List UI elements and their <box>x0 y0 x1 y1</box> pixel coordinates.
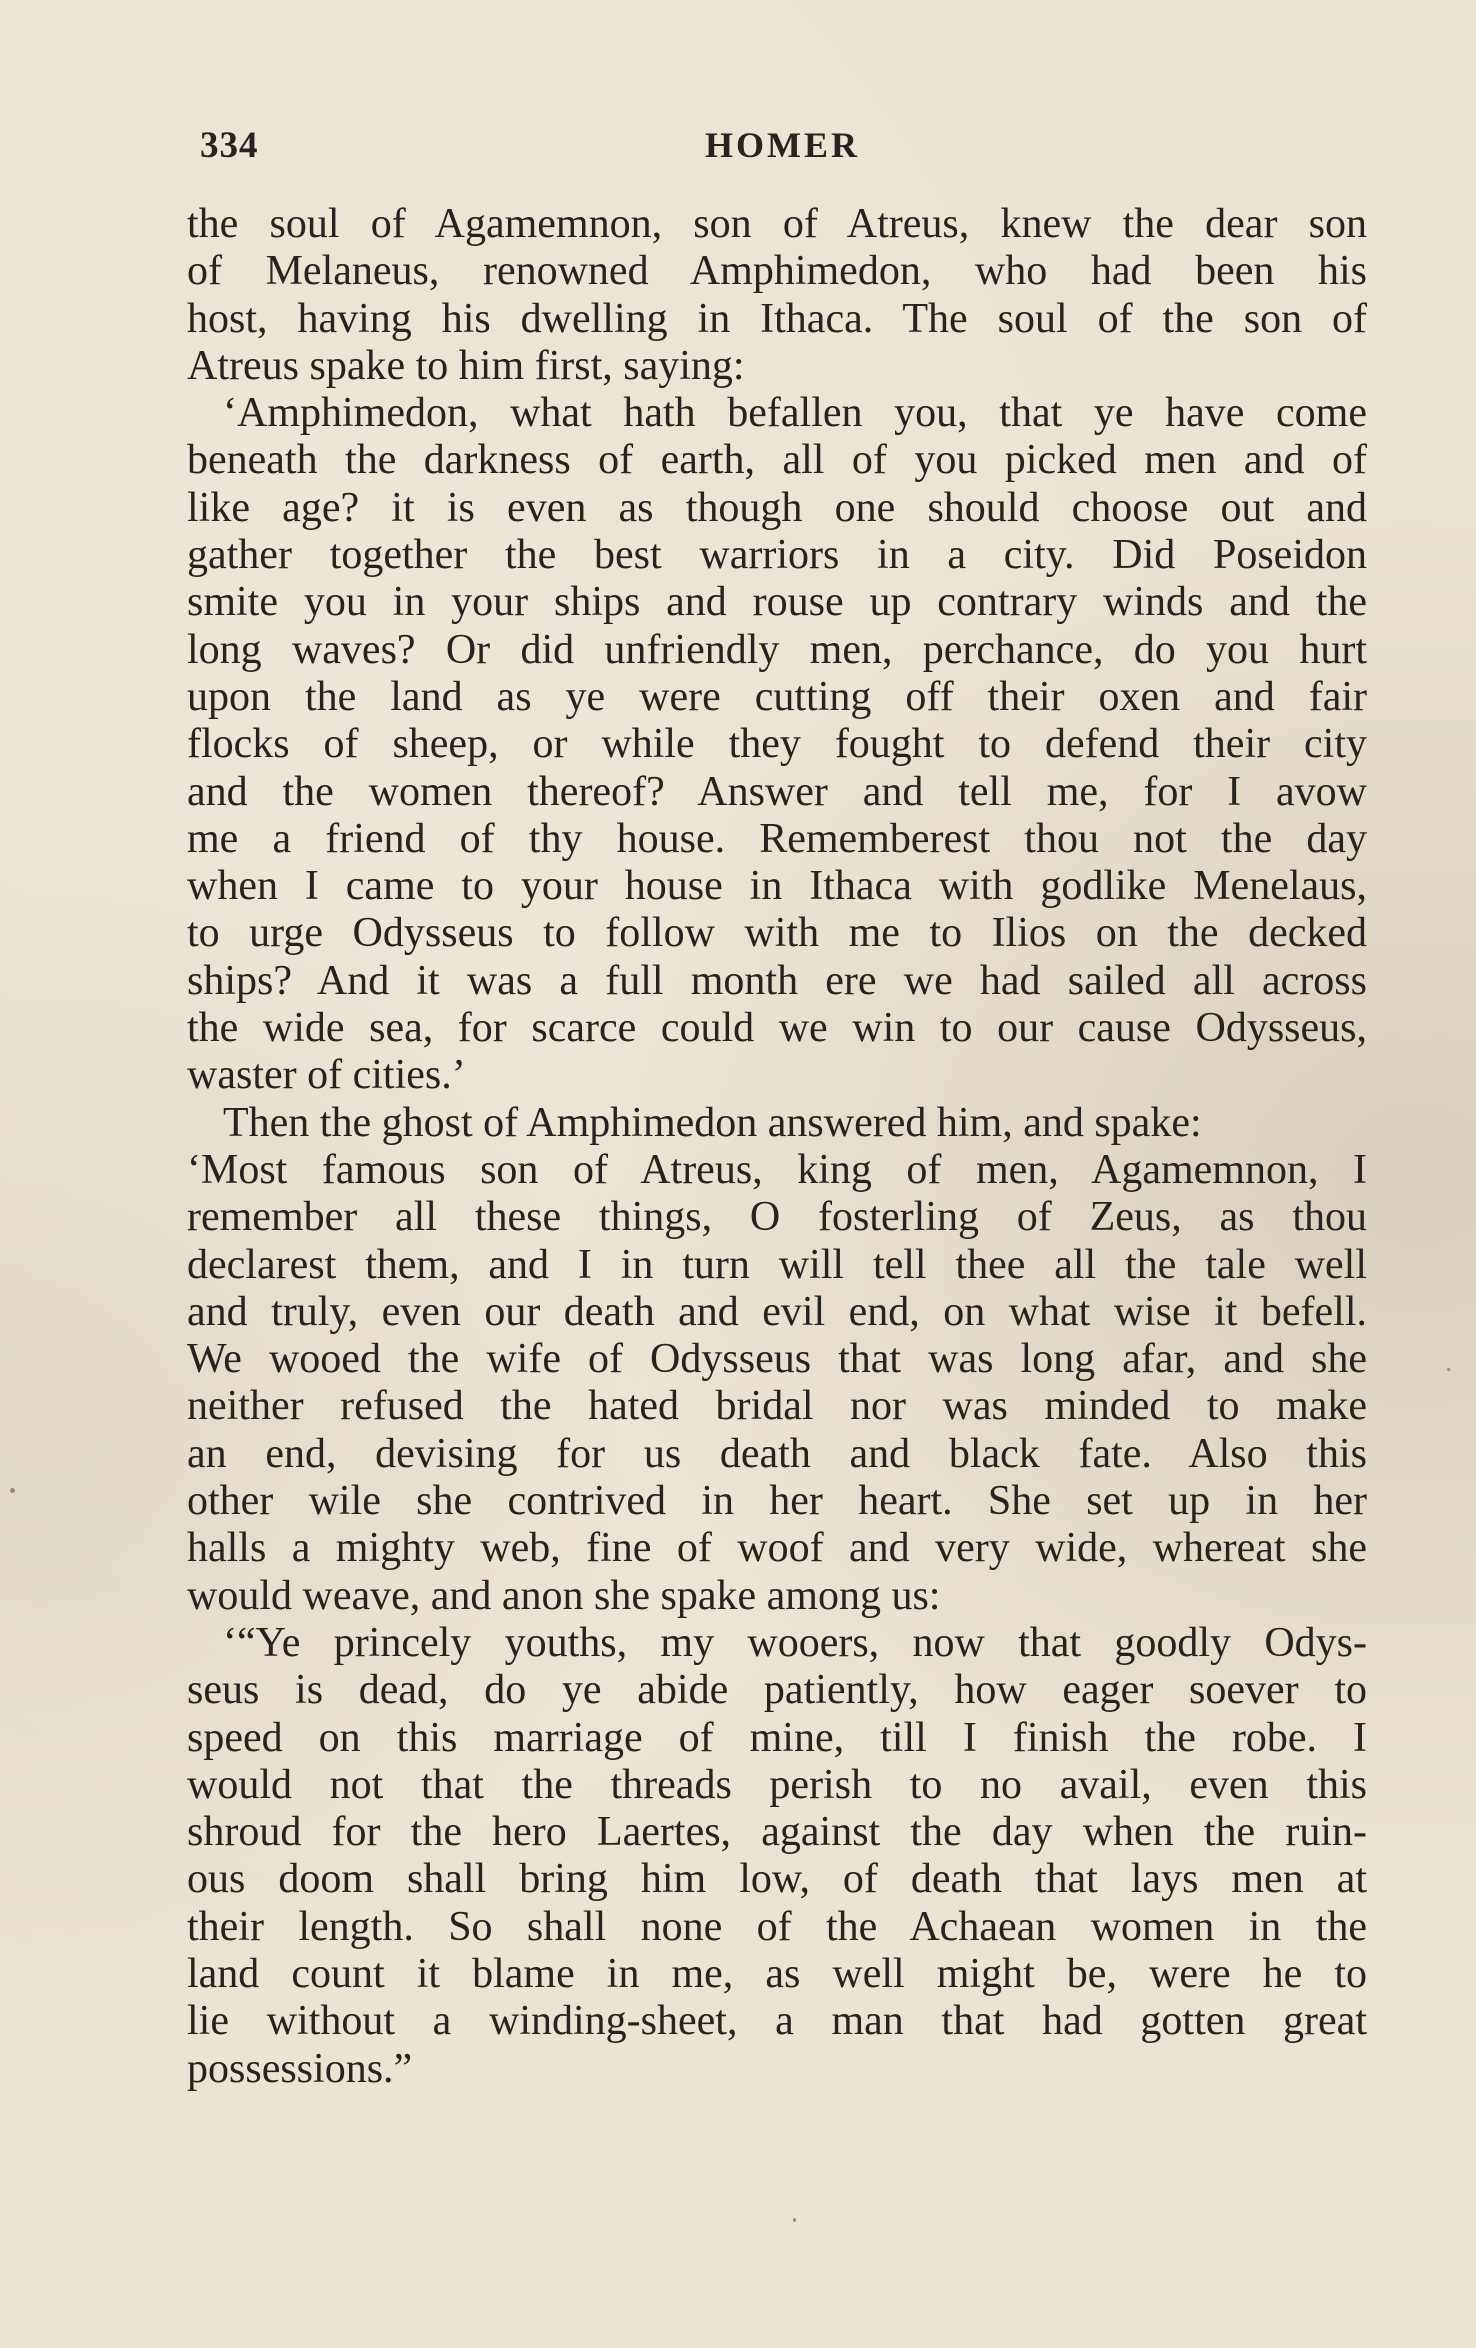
text-line: Atreus spake to him first, saying: <box>187 342 745 389</box>
page-speck <box>1447 1368 1450 1371</box>
text-line: the soul of Agamemnon, son of Atreus, knew the dear son <box>187 201 1367 247</box>
text-line: lie without a winding-sheet, a man that had gotten great <box>187 1998 1367 2045</box>
text-line: land count it blame in me, as well might be, were he to <box>187 1950 1367 1997</box>
text-line: ‘“Ye princely youths, my wooers, now that goodly Odys- <box>223 1619 1367 1666</box>
running-title: HOMER <box>705 125 860 165</box>
text-line: possessions.” <box>187 2045 413 2092</box>
text-line: when I came to your house in Ithaca with godlike Menelaus, <box>187 863 1367 910</box>
text-line: and truly, even our death and evil end, on what wise it befell. <box>187 1288 1367 1335</box>
text-line: beneath the darkness of earth, all of you picked men and of <box>187 437 1367 484</box>
text-line: speed on this marriage of mine, till I finish the robe. I <box>187 1714 1367 1761</box>
text-line: of Melaneus, renowned Amphimedon, who had been his <box>187 248 1367 295</box>
text-line: declarest them, and I in turn will tell thee all the tale well <box>187 1241 1367 1288</box>
page-speck <box>793 2218 796 2222</box>
text-line: host, having his dwelling in Ithaca. The soul of the son of <box>187 295 1367 342</box>
paragraph <box>187 1147 1367 1620</box>
text-line: upon the land as ye were cutting off their oxen and fair <box>187 673 1367 720</box>
running-head <box>200 124 1350 174</box>
text-line: Then the ghost of Amphimedon answered him, and spake: <box>223 1099 1202 1146</box>
paragraph <box>187 1100 1367 1147</box>
text-line: like age? it is even as though one should choose out and <box>187 484 1367 531</box>
paragraph <box>187 390 1367 1099</box>
text-line: ‘Most famous son of Atreus, king of men, Agamemnon, I <box>187 1146 1367 1193</box>
text-line: would not that the threads perish to no avail, even this <box>187 1761 1367 1808</box>
text-line: waster of cities.’ <box>187 1052 466 1099</box>
text-line: flocks of sheep, or while they fought to defend their city <box>187 721 1367 768</box>
page-speck <box>10 1488 15 1493</box>
page-number: 334 <box>200 125 259 166</box>
text-line: an end, devising for us death and black fate. Also this <box>187 1430 1367 1477</box>
text-line: gather together the best warriors in a city. Did Poseidon <box>187 532 1367 579</box>
body-text <box>187 201 1367 2093</box>
text-line: to urge Odysseus to follow with me to Ilios on the decked <box>187 910 1367 957</box>
text-line: remember all these things, O fosterling of Zeus, as thou <box>187 1194 1367 1241</box>
text-line: shroud for the hero Laertes, against the day when the ruin- <box>187 1809 1367 1856</box>
text-line: seus is dead, do ye abide patiently, how eager soever to <box>187 1667 1367 1714</box>
text-line: ships? And it was a full month ere we had sailed all across <box>187 957 1367 1004</box>
text-line: ‘Amphimedon, what hath befallen you, that ye have come <box>223 390 1367 437</box>
paragraph <box>187 201 1367 390</box>
text-line: We wooed the wife of Odysseus that was long afar, and she <box>187 1336 1367 1383</box>
text-line: ous doom shall bring him low, of death that lays men at <box>187 1856 1367 1903</box>
text-line: me a friend of thy house. Rememberest thou not the day <box>187 815 1367 862</box>
text-line: halls a mighty web, fine of woof and very wide, whereat she <box>187 1525 1367 1572</box>
text-line: smite you in your ships and rouse up contrary winds and the <box>187 579 1367 626</box>
text-line: neither refused the hated bridal nor was minded to make <box>187 1383 1367 1430</box>
text-line: long waves? Or did unfriendly men, perchance, do you hurt <box>187 626 1367 673</box>
text-line: other wile she contrived in her heart. She set up in her <box>187 1478 1367 1525</box>
paragraph <box>187 1620 1367 2093</box>
text-line: the wide sea, for scarce could we win to our cause Odysseus, <box>187 1005 1367 1052</box>
text-line: their length. So shall none of the Achaean women in the <box>187 1903 1367 1950</box>
text-line: and the women thereof? Answer and tell me, for I avow <box>187 768 1367 815</box>
text-line: would weave, and anon she spake among us: <box>187 1572 941 1619</box>
